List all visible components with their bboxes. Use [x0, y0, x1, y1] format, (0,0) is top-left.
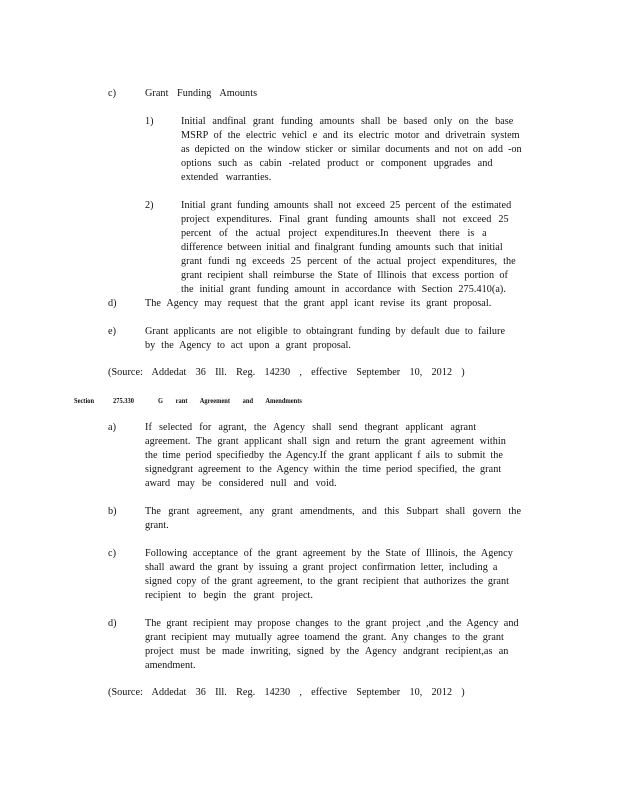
section-label: Section	[74, 397, 95, 405]
paragraph-line: grant recipient may mutually agree toamend the grant. Any changes to the grant	[145, 632, 504, 643]
paragraph-line: difference between initial and finalgrant funding amounts such that initial	[181, 242, 503, 253]
paragraph-line: percent of the actual project expenditures.In theevent there is a	[181, 228, 487, 239]
paragraph-line: award may be considered null and void.	[145, 478, 337, 489]
paragraph-line: as depicted on the window sticker or similar documents and not on add -on	[181, 144, 522, 155]
paragraph-line: Grant applicants are not eligible to obtaingrant funding by default due to failure	[145, 326, 506, 337]
paragraph-line: The grant recipient may propose changes to the grant project ,and the Agency and	[145, 618, 519, 629]
paragraph-line: grant recipient shall reimburse the State of Illinois that excess portion of	[181, 270, 508, 281]
paragraph-line: agreement. The grant applicant shall sign and return the grant agreement within	[145, 436, 506, 447]
paragraph-line: signedgrant agreement to the Agency within the time period specified, the grant	[145, 464, 502, 475]
section-number: 275.330	[113, 397, 134, 405]
section-title: G rant Agreement and Amendments	[158, 397, 302, 405]
paragraph-line: options such as cabin -related product or component upgrades and	[181, 158, 493, 169]
paragraph-line: If selected for agrant, the Agency shall send thegrant applicant agrant	[145, 422, 477, 433]
paragraph-line: MSRP of the electric vehicl e and its electric motor and drivetrain system	[181, 130, 520, 141]
paragraph-line: project expenditures. Final grant funding amounts shall not exceed 25	[181, 214, 509, 225]
paragraph-line: extended warranties.	[181, 172, 272, 183]
paragraph-line: project must be made inwriting, signed by the Agency andgrant recipient,as an	[145, 646, 509, 657]
paragraph-line: the initial grant funding amount in accordance with Section 275.410(a).	[181, 284, 506, 295]
paragraph-line: by the Agency to act upon a grant proposal.	[145, 340, 351, 351]
paragraph-line: signed copy of the grant agreement, to the grant recipient that authorizes the grant	[145, 576, 509, 587]
subsection-label: d)	[108, 618, 117, 629]
paragraph-line: The Agency may request that the grant appl icant revise its grant proposal.	[145, 298, 492, 309]
subsection-label: c)	[108, 88, 117, 99]
paragraph-line: Initial grant funding amounts shall not exceed 25 percent of the estimated	[181, 200, 512, 211]
paragraph-line: Following acceptance of the grant agreement by the State of Illinois, the Agency	[145, 548, 513, 559]
subsection-label: a)	[108, 422, 117, 433]
paragraph-line: grant.	[145, 520, 169, 531]
paragraph-line: the time period specifiedby the Agency.If the grant applicant f ails to submit the	[145, 450, 503, 461]
paragraph-line: shall award the grant by issuing a grant project confirmation letter, including a	[145, 562, 498, 573]
item-label: 1)	[145, 116, 154, 127]
paragraph-line: amendment.	[145, 660, 196, 671]
source-note: (Source: Addedat 36 Ill. Reg. 14230 , effective September 10, 2012 )	[108, 687, 465, 698]
subsection-title: Grant Funding Amounts	[145, 88, 258, 99]
paragraph-line: The grant agreement, any grant amendments, and this Subpart shall govern the	[145, 506, 522, 517]
source-note: (Source: Addedat 36 Ill. Reg. 14230 , effective September 10, 2012 )	[108, 367, 465, 378]
subsection-label: c)	[108, 548, 117, 559]
item-label: 2)	[145, 200, 154, 211]
subsection-label: e)	[108, 326, 117, 337]
paragraph-line: grant fundi ng exceeds 25 percent of the actual project expenditures, the	[181, 256, 516, 267]
subsection-label: b)	[108, 506, 117, 517]
paragraph-line: Initial andfinal grant funding amounts shall be based only on the base	[181, 116, 514, 127]
subsection-label: d)	[108, 298, 117, 309]
paragraph-line: recipient to begin the grant project.	[145, 590, 313, 601]
